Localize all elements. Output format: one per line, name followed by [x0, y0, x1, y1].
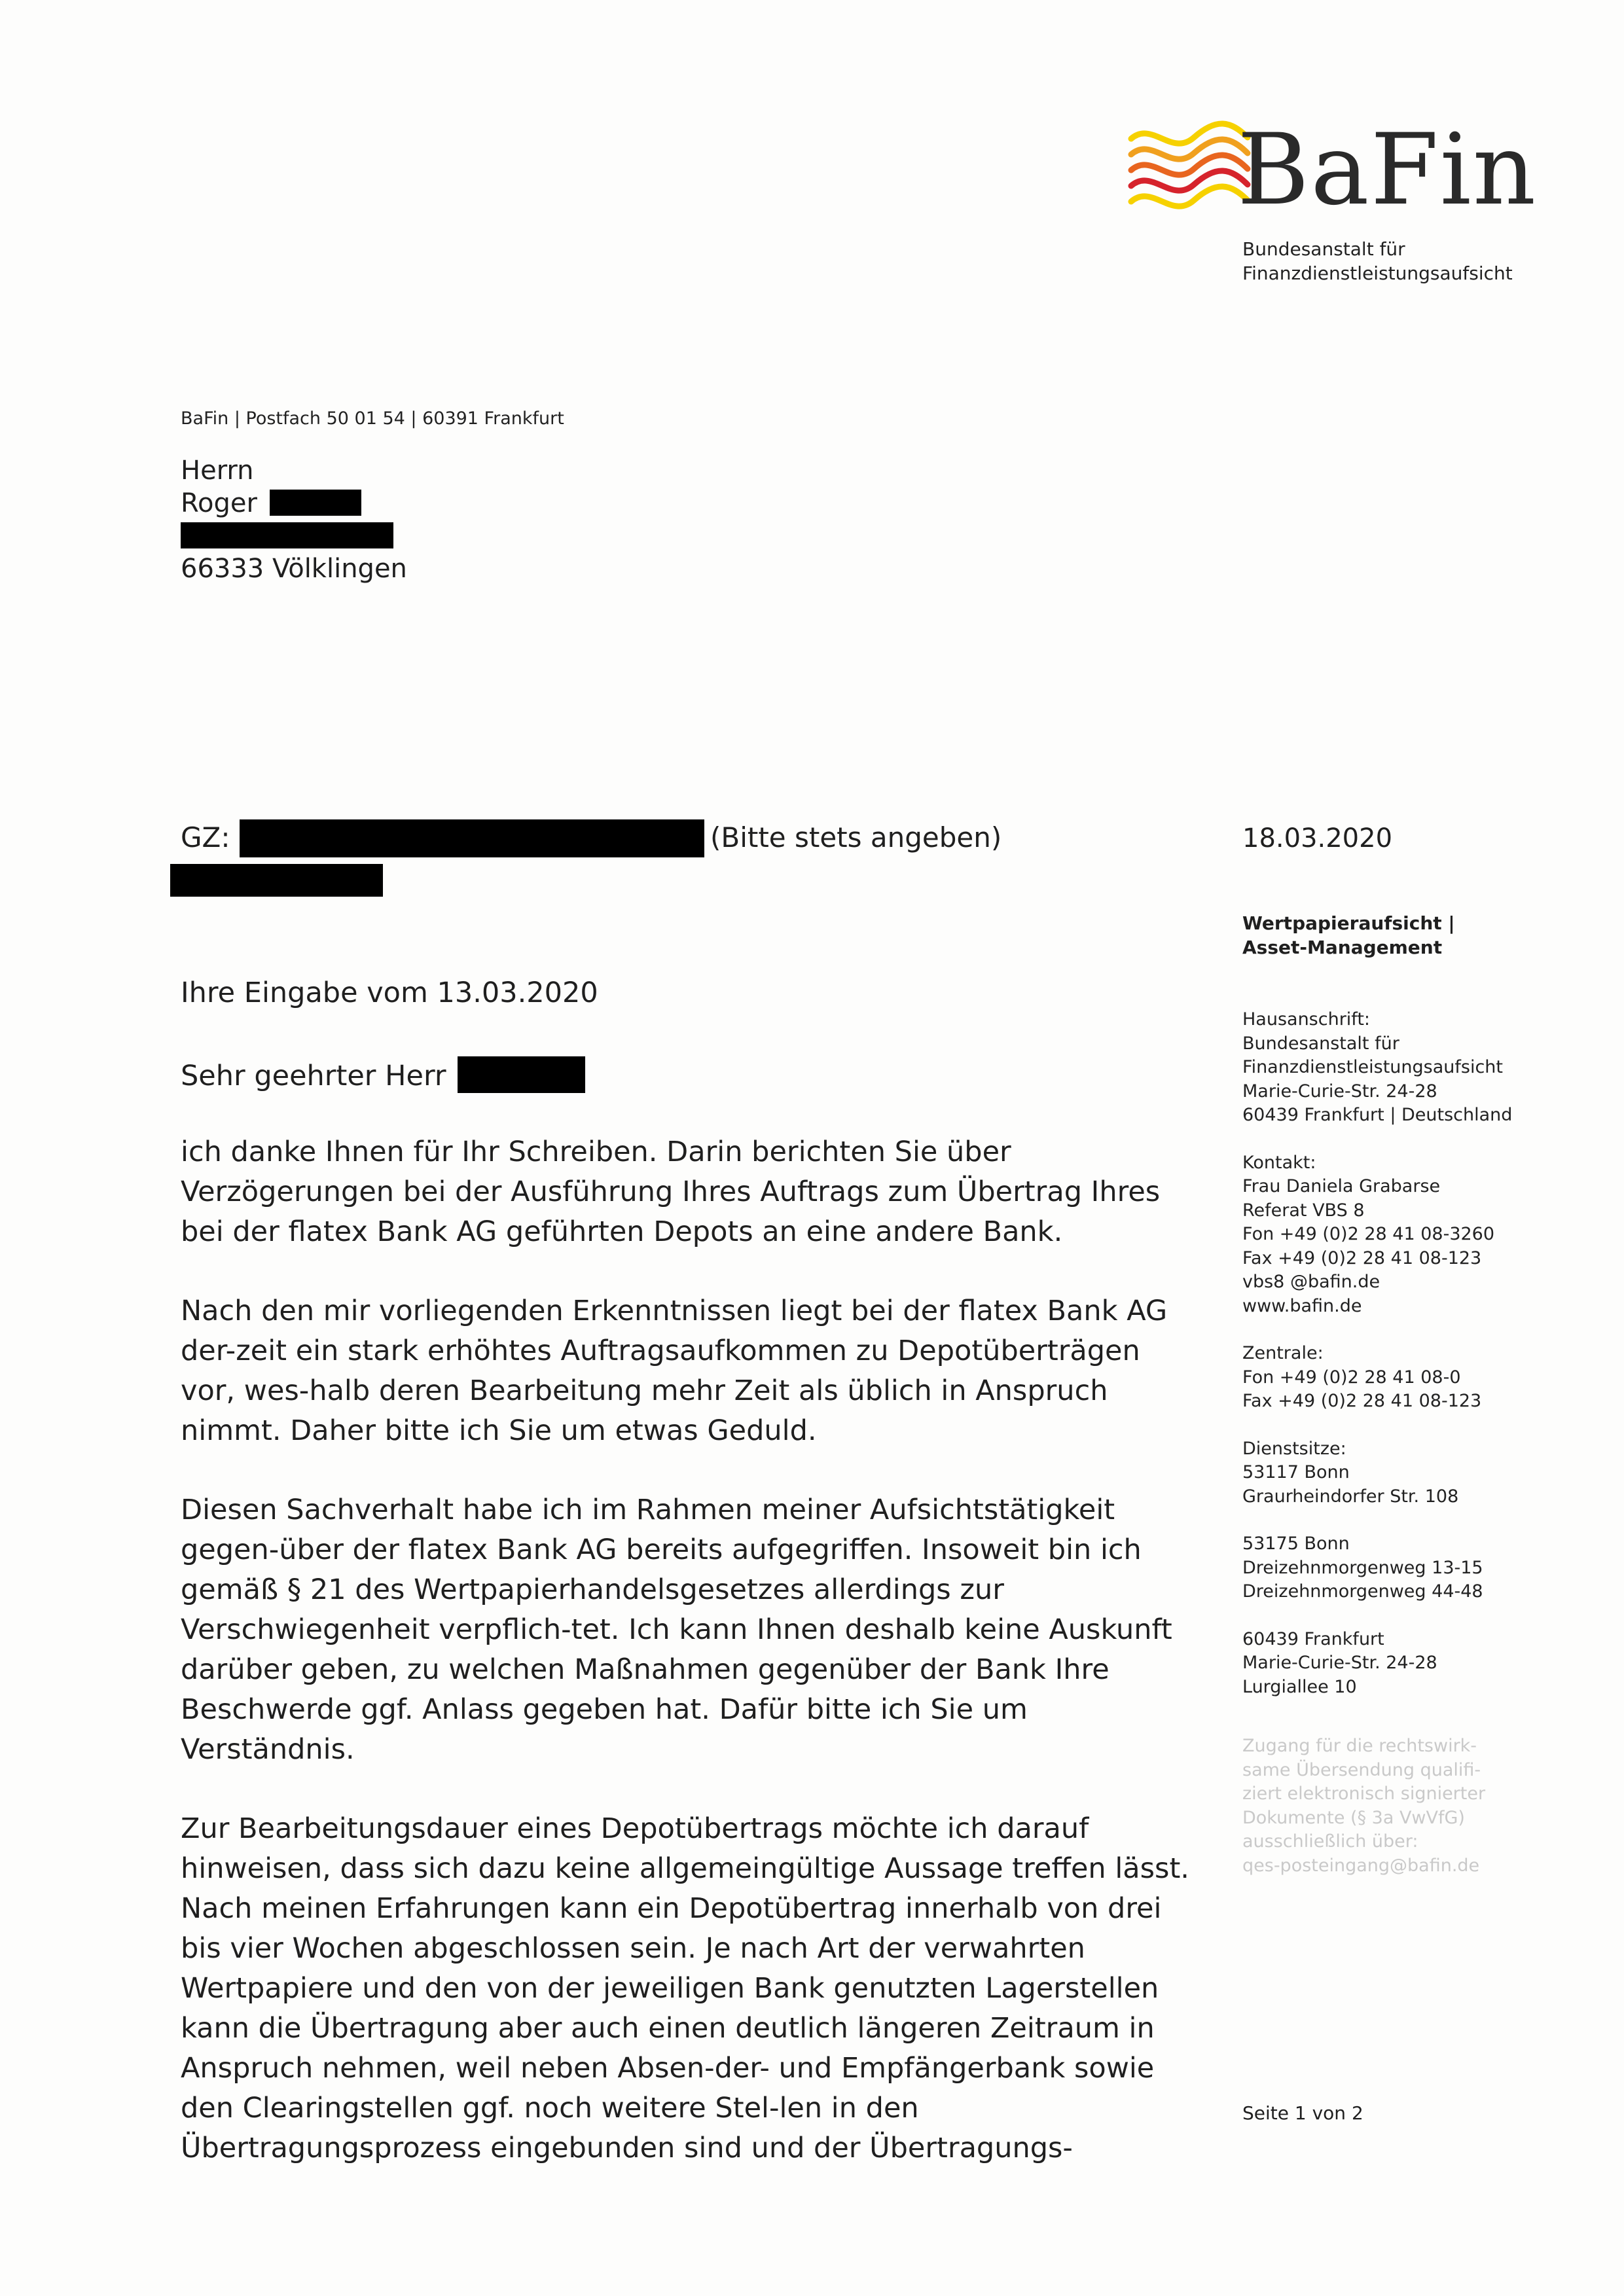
- sidebar-legal-note: Zugang für die rechtswirk- same Übersendung qualifi- ziert elektronisch signierter Dokumente (§ 3a VwVfG) ausschließlich über: qes-posteingang@bafin.de: [1242, 1736, 1486, 1876]
- redaction-bar: [458, 1056, 585, 1093]
- salutation: Sehr geehrter Herr: [181, 1056, 585, 1093]
- subject-line: Ihre Eingabe vom 13.03.2020: [181, 977, 598, 1009]
- redaction-bar: [181, 522, 393, 548]
- recipient-city: 66333 Völklingen: [181, 554, 407, 584]
- page-number: Seite 1 von 2: [1242, 2102, 1363, 2124]
- recipient-title: Herrn: [181, 456, 254, 486]
- reference-label: GZ:: [181, 821, 230, 853]
- logo-wordmark: BaFin: [1237, 113, 1538, 227]
- sidebar-address: Hausanschrift: Bundesanstalt für Finanzdienstleistungsaufsicht Marie-Curie-Str. 24-28 60439 Frankfurt | Deutschland: [1242, 1009, 1513, 1125]
- contact-email: vbs8 @bafin.de: [1242, 1272, 1380, 1292]
- sidebar-offices-frankfurt: 60439 Frankfurt Marie-Curie-Str. 24-28 Lurgiallee 10: [1242, 1628, 1437, 1697]
- redaction-bar: [170, 864, 383, 897]
- letter-date: 18.03.2020: [1242, 823, 1393, 853]
- sidebar-contact: Kontakt: Frau Daniela Grabarse Referat VBS 8 Fon +49 (0)2 28 41 08-3260 Fax +49 (0)2 28 41 08-123 vbs8 @bafin.de www.bafin.de: [1242, 1151, 1550, 1319]
- sidebar-central: Zentrale: Fon +49 (0)2 28 41 08-0 Fax +49 (0)2 28 41 08-123: [1242, 1343, 1482, 1411]
- sidebar-contact-info: [1242, 1008, 1550, 1901]
- redaction-bar: [270, 490, 361, 516]
- sidebar-offices-bonn-1: Dienstsitze: 53117 Bonn Graurheindorfer Str. 108: [1242, 1438, 1459, 1507]
- redaction-bar: [240, 819, 704, 857]
- recipient-name: Roger: [181, 487, 407, 520]
- letter-body: [181, 1132, 1202, 2208]
- department: Wertpapieraufsicht | Asset-Management: [1242, 912, 1455, 958]
- reference-note: (Bitte stets angeben): [710, 821, 1002, 853]
- logo-subtitle: Bundesanstalt für Finanzdienstleistungsaufsicht: [1242, 238, 1513, 284]
- body-paragraph: Nach den mir vorliegenden Erkenntnissen liegt bei der flatex Bank AG der-zeit ein stark erhöhtes Auftragsaufkommen zu Depotüberträgen vor, wes-halb deren Bearbeitung mehr Zeit als üblich in Anspruch nimmt. Daher bitte ich Sie um etwas Geduld.: [181, 1295, 1168, 1447]
- recipient-street: [181, 520, 407, 552]
- contact-website: www.bafin.de: [1242, 1295, 1362, 1316]
- body-paragraph: ich danke Ihnen für Ihr Schreiben. Darin berichten Sie über Verzögerungen bei der Ausführung Ihres Auftrags zum Übertrag Ihres bei der flatex Bank AG geführten Depots an eine andere Bank.: [181, 1136, 1161, 1248]
- sidebar-offices-bonn-2: 53175 Bonn Dreizehnmorgenweg 13-15 Dreizehnmorgenweg 44-48: [1242, 1534, 1483, 1602]
- recipient-address: [181, 454, 407, 585]
- sender-return-address: BaFin | Postfach 50 01 54 | 60391 Frankfurt: [181, 408, 564, 429]
- body-paragraph: Zur Bearbeitungsdauer eines Depotübertrags möchte ich darauf hinweisen, dass sich dazu keine allgemeingültige Aussage treffen lässt. Nach meinen Erfahrungen kann ein Depotübertrag innerhalb von drei bis vier Wochen abgeschlossen sein. Je nach Art der verwahrten Wertpapiere und den von der jeweiligen Bank genutzten Lagerstellen kann die Übertragung aber auch einen deutlich längeren Zeitraum in Anspruch nehmen, weil neben Absen-der- und Empfängerbank sowie den Clearingstellen ggf. noch weitere Stel-len in den Übertragungsprozess eingebunden sind und der Übertragungs-: [181, 1812, 1189, 2164]
- body-paragraph: Diesen Sachverhalt habe ich im Rahmen meiner Aufsichtstätigkeit gegen-über der flatex Bank AG bereits aufgegriffen. Insoweit bin ich gemäß § 21 des Wertpapierhandelsgesetzes allerdings zur Verschwiegenheit verpflich-tet. Ich kann Ihnen deshalb keine Auskunft darüber geben, zu welchen Maßnahmen gegenüber der Bank Ihre Beschwerde ggf. Anlass gegeben hat. Dafür bitte ich Sie um Verständnis.: [181, 1494, 1172, 1766]
